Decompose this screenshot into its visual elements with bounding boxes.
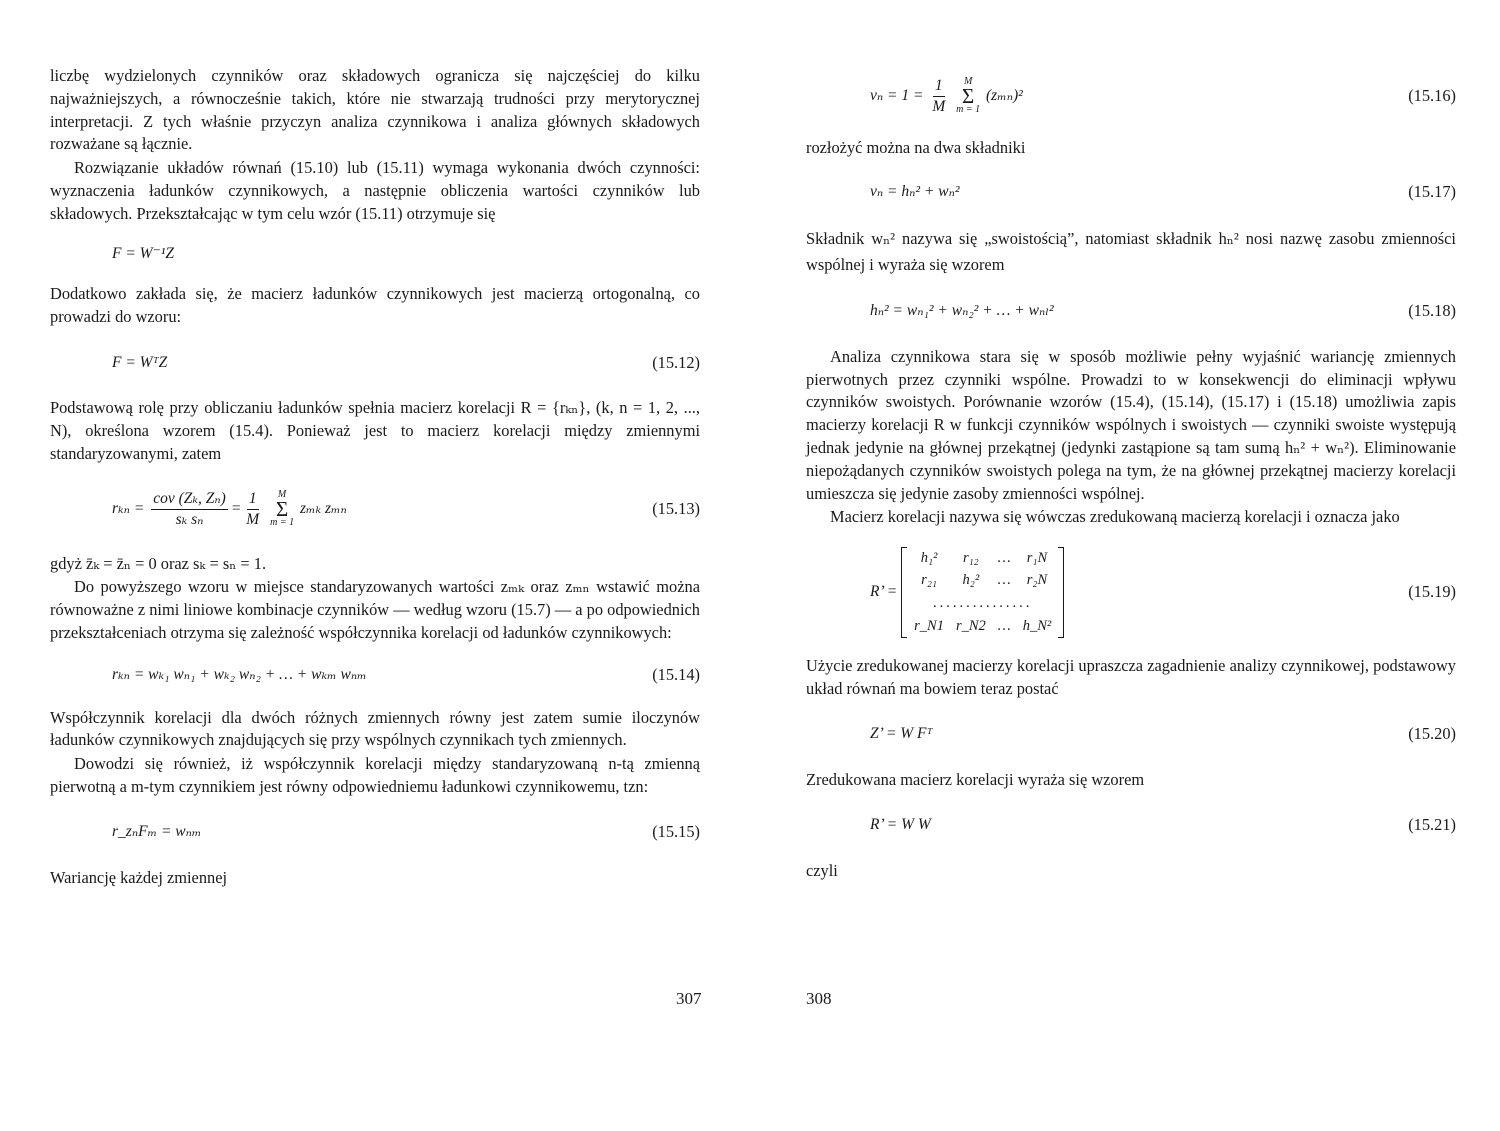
- denominator: sₖ sₙ: [175, 510, 204, 528]
- equation-body: [870, 547, 1064, 638]
- denominator: M: [932, 97, 946, 115]
- page-number: 308: [806, 989, 832, 1008]
- equation-unnumbered: [50, 225, 700, 283]
- paragraph: gdyż z̄ₖ = z̄ₙ = 0 oraz sₖ = sₙ = 1.: [50, 554, 267, 574]
- matrix-dots-row: ...............: [932, 595, 1033, 612]
- equation-15-21: [806, 792, 1456, 860]
- paragraph: Składnik wₙ² nazywa się „swoistością”, natomiast składnik hₙ² nosi nazwę zasobu zmienności wspólnej i wyraża się wzorem: [806, 228, 1456, 274]
- equation-number: (15.14): [652, 665, 700, 685]
- equation-number: (15.16): [1408, 85, 1456, 105]
- paragraph: Współczynnik korelacji dla dwóch różnych zmiennych równy jest zatem sumie iloczynów ładunków czynnikowych znajdujących się przy wspólnych czynnikach tych zmiennych.: [50, 707, 700, 750]
- matrix-cell: r₂N: [1026, 572, 1048, 589]
- matrix-cell: r₁₂: [963, 549, 979, 566]
- matrix-cell: r₂₁: [921, 572, 937, 589]
- equation-lhs: R’ =: [870, 582, 898, 600]
- sum-term: (zₘₙ)²: [986, 86, 1023, 104]
- sum-symbol: M Σ m = 1: [270, 489, 295, 529]
- paragraph: czyli: [806, 860, 838, 880]
- equation-body: [870, 76, 1023, 117]
- paragraph: Rozwiązanie układów równań (15.10) lub (15.11) wymaga wykonania dwóch czynności: wyznaczenia ładunków czynnikowych, a następnie obliczenia wartości czynników lub składowych. Przekształcając w tym celu wzór (15.11) otrzymuje się: [50, 158, 700, 223]
- equation-number: (15.21): [1408, 815, 1456, 835]
- reduced-correlation-matrix: [901, 547, 1064, 638]
- matrix-cell: …: [997, 617, 1011, 634]
- equation-number: (15.12): [652, 352, 700, 372]
- matrix-cell: h_N²: [1022, 617, 1052, 634]
- paragraph: Analiza czynnikowa stara się w sposób możliwie pełny wyjaśnić wariancję zmiennych pierwotnych przez czynniki wspólne. Prowadzi to w konsekwencji do eliminacji wpływu czynników swoistych. Porównanie wzorów (15.4), (15.14), (15.17) i (15.18) umożliwia zapis macierzy korelacji R w funkcji czynników wspólnych i swoistych — czynniki swoiste występują jednak jedynie na głównej przekątnej (jedynki zastąpione są tam sumą hₙ² + wₙ²). Eliminowanie niepożądanych czynników swoistych polega na tym, że na głównej przekątnej macierzy korelacji umieszcza się jedynie zasoby zmienności wspólnej.: [806, 346, 1456, 503]
- equation-number: (15.13): [652, 498, 700, 518]
- matrix-cell: h₂²: [962, 572, 980, 589]
- paragraph: Dodatkowo zakłada się, że macierz ładunków czynnikowych jest macierzą ortogonalną, co prowadzi do wzoru:: [50, 284, 700, 327]
- paragraph: liczbę wydzielonych czynników oraz składowych ogranicza się najczęściej do kilku najważniejszych, a równocześnie takich, które nie stwarzają trudności przy merytorycznej interpretacji. Z tych właśnie przyczyn analiza czynnikowa i analiza głównych składowych rozważane są łącznie.: [50, 66, 700, 154]
- page-number: 307: [676, 989, 702, 1008]
- matrix-cell: r_N2: [955, 617, 986, 634]
- paragraph: rozłożyć można na dwa składniki: [806, 138, 1026, 157]
- equation-body: hₙ² = wₙ₁² + wₙ₂² + … + wₙₗ²: [870, 302, 1054, 320]
- matrix-cell: …: [997, 549, 1011, 566]
- equation-body: r_zₙFₘ = wₙₘ: [112, 823, 202, 841]
- equation-body: rₖₙ = $\frac{\text{cov (Zₖ, Zₙ)}}{\text{sₖ sₙ}}$ = $\frac{1}{M}$ M Σ m = 1 zₘₖ zₘₙ: [112, 489, 347, 529]
- matrix-cell: h₁²: [920, 549, 938, 566]
- equation-15-20: [806, 701, 1456, 769]
- equation-body: Z’ = W Fᵀ: [870, 725, 933, 743]
- equation-body: R’ = W W: [870, 816, 931, 834]
- fraction: [930, 76, 947, 117]
- page-307: [50, 65, 700, 890]
- fraction: [151, 489, 228, 530]
- paragraph: Macierz korelacji nazywa się wówczas zredukowaną macierzą korelacji i oznacza jako: [830, 507, 1400, 527]
- equation-number: (15.20): [1408, 724, 1456, 744]
- equation-body: F = WᵀZ: [112, 353, 168, 371]
- equation-15-12: [50, 329, 700, 397]
- matrix-cell: …: [997, 572, 1011, 589]
- paragraph: Zredukowana macierz korelacji wyraża się wzorem: [806, 769, 1145, 789]
- sum-term: zₘₖ zₘₙ: [299, 499, 347, 517]
- equation-number: (15.15): [652, 822, 700, 842]
- equation-body: rₖₙ = wₖ₁ wₙ₁ + wₖ₂ wₙ₂ + … + wₖₘ wₙₘ: [112, 666, 367, 684]
- equation-body: vₙ = hₙ² + wₙ²: [870, 183, 960, 201]
- paragraph: Do powyższego wzoru w miejsce standaryzowanych wartości zₘₖ oraz zₘₙ wstawić można równoważne z nimi liniowe kombinacje czynników — według wzoru (15.7) — a po odpowiednich przekształceniach otrzyma się zależność współczynnika korelacji od ładunków czynnikowych:: [50, 577, 700, 642]
- equation-15-13: [50, 465, 700, 553]
- paragraph: Wariancję każdej zmiennej: [50, 867, 228, 887]
- equation-15-18: [806, 278, 1456, 346]
- equation-15-17: [806, 160, 1456, 226]
- paragraph: Dowodzi się również, iż współczynnik korelacji między standaryzowaną n-tą zmienną pierwotną a m-tym czynnikiem jest równy odpowiedniemu ładunkowi czynnikowemu, tzn:: [50, 754, 700, 796]
- paragraph: Użycie zredukowanej macierzy korelacji upraszcza zagadnienie analizy czynnikowej, podstawowy układ równań ma bowiem teraz postać: [806, 656, 1456, 698]
- fraction: [244, 489, 261, 530]
- equation-number: (15.18): [1408, 301, 1456, 321]
- equation-15-16: [806, 65, 1456, 127]
- paragraph: Podstawową rolę przy obliczaniu ładunków spełnia macierz korelacji R = {rₖₙ}, (k, n = 1, 2, ..., N), określona wzorem (15.4). Ponieważ jest to macierz korelacji między zmiennymi standaryzowanymi, zatem: [50, 397, 700, 463]
- sum-symbol: M Σ m = 1: [956, 76, 981, 115]
- denominator: M: [246, 510, 260, 528]
- matrix-cell: r₁N: [1026, 549, 1048, 566]
- equation-body: F = W⁻¹Z: [112, 244, 175, 262]
- equation-15-14: [50, 645, 700, 707]
- equation-number: (15.19): [1408, 581, 1456, 601]
- page-308: [806, 65, 1456, 882]
- equation-15-15: [50, 799, 700, 867]
- equation-lhs: rₖₙ =: [112, 499, 145, 517]
- numerator: 1: [933, 76, 945, 97]
- numerator: cov (Zₖ, Zₙ): [151, 489, 228, 510]
- equation-number: (15.17): [1408, 182, 1456, 202]
- equation-lhs: vₙ = 1 =: [870, 86, 924, 104]
- numerator: 1: [247, 489, 259, 510]
- matrix-cell: r_N1: [914, 617, 944, 634]
- equation-15-19: [806, 529, 1456, 655]
